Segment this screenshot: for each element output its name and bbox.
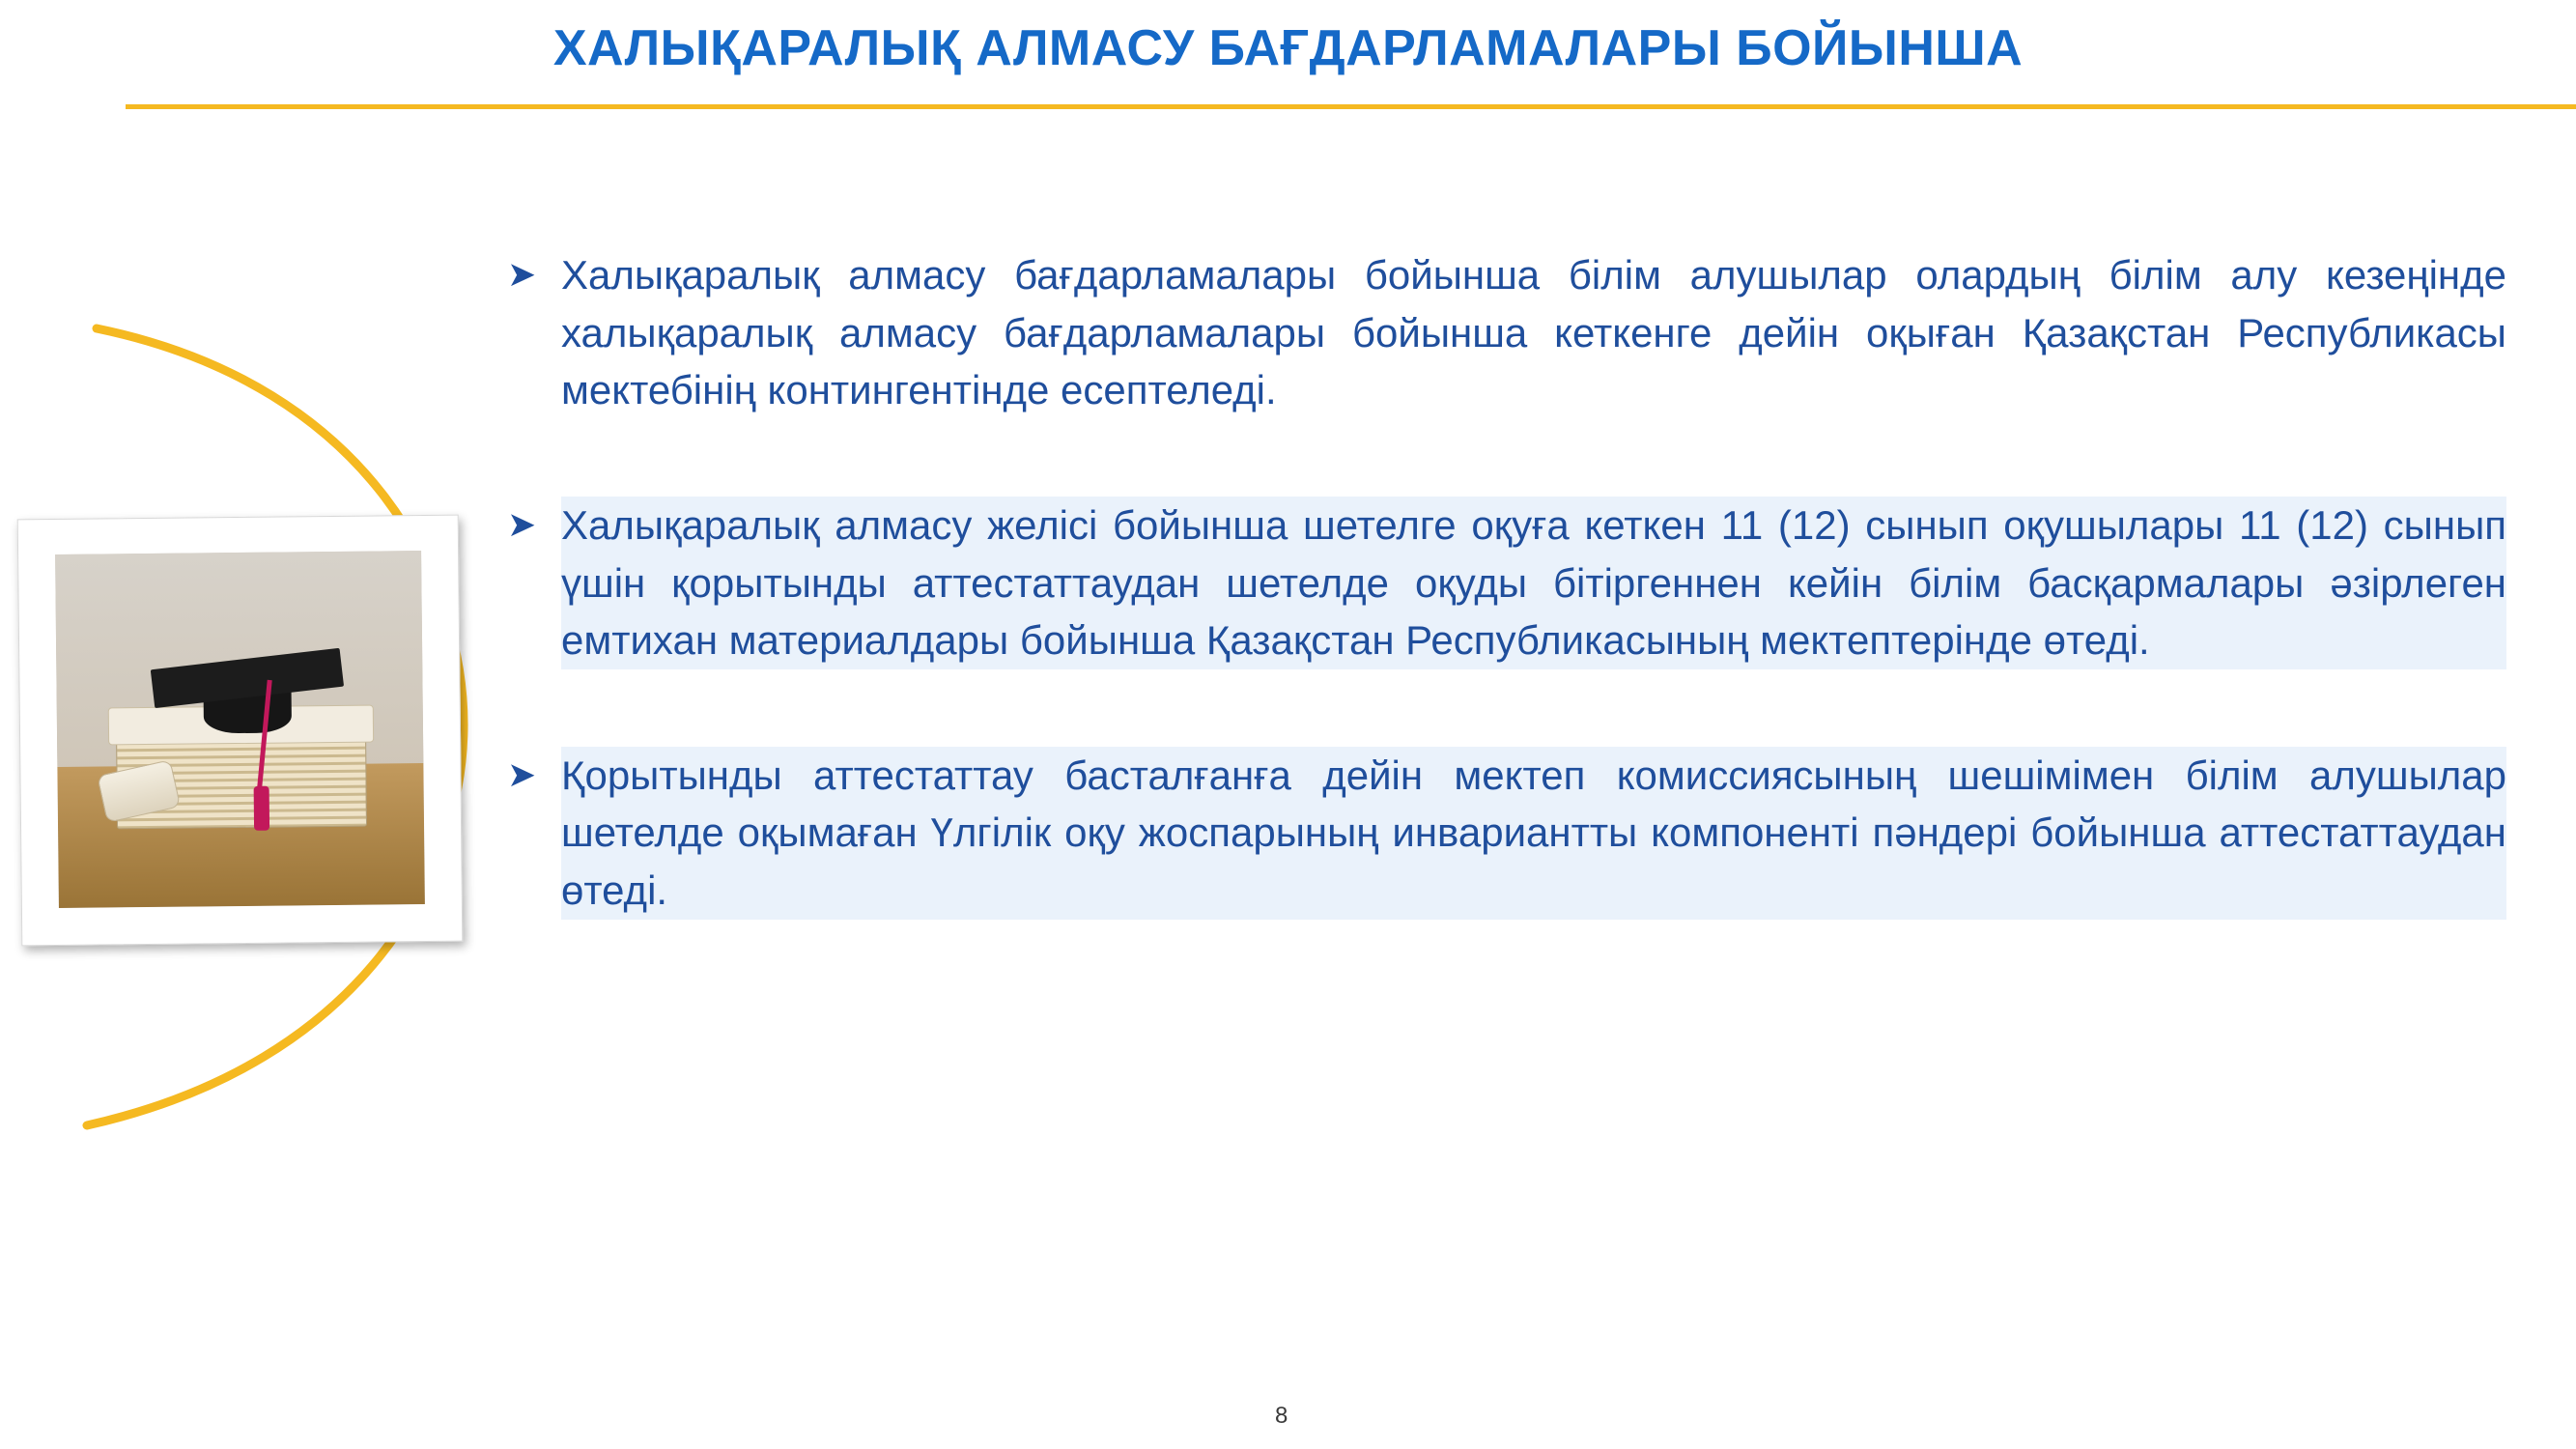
page-number: 8	[1275, 1403, 1288, 1429]
list-item	[507, 497, 2506, 669]
arrow-bullet-icon: ➤	[507, 753, 537, 794]
list-item-text: Халықаралық алмасу бағдарламалары бойынша білім алушылар олардың білім алу кезеңінде халықаралық алмасу бағдарламалары бойынша кеткенге дейін оқыған Қазақстан Республикасы мектебінің контингентінде есептеледі.	[561, 252, 2506, 413]
arrow-bullet-icon: ➤	[507, 254, 537, 294]
title-divider	[126, 104, 2576, 109]
list-item-text: Халықаралық алмасу желісі бойынша шетелге оқуға кеткен 11 (12) сынып оқушылары 11 (12) сынып үшін қорытынды аттестаттаудан шетелде оқуды бітіргеннен кейін білім басқармалары әзірлеген емтихан материалдары бойынша Қазақстан Республикасының мектептерінде өтеді.	[561, 497, 2506, 669]
page-title: ХАЛЫҚАРАЛЫҚ АЛМАСУ БАҒДАРЛАМАЛАРЫ БОЙЫНША	[552, 20, 2024, 76]
list-item-text: Қорытынды аттестаттау басталғанға дейін мектеп комиссиясының шешімімен білім алушылар шетелде оқымаған Үлгілік оқу жоспарының инвариантты компоненті пәндері бойынша аттестаттаудан өтеді.	[561, 747, 2506, 920]
tassel-end-icon	[253, 785, 269, 830]
list-item	[507, 747, 2506, 920]
graduation-photo	[55, 551, 425, 908]
list-item	[507, 246, 2506, 419]
arrow-bullet-icon: ➤	[507, 503, 537, 544]
graduation-photo-frame	[17, 515, 464, 947]
bullet-list	[507, 246, 2506, 952]
